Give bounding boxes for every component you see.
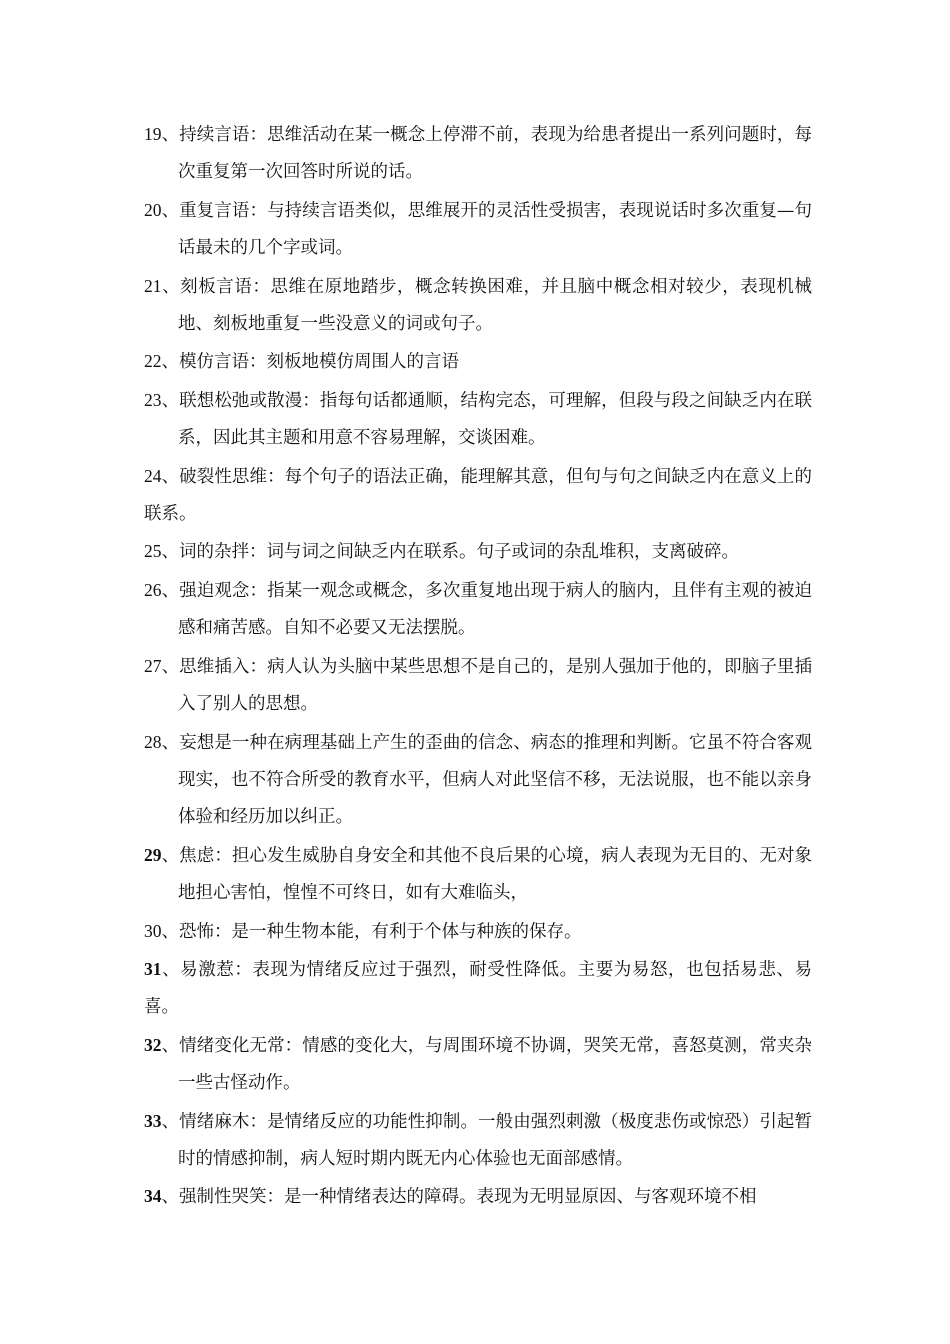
entry-29: [144, 837, 812, 913]
entry-23: [144, 382, 812, 458]
entry-separator: 、: [161, 921, 179, 942]
entry-21: [144, 268, 812, 344]
entry-text: 强迫观念：指某一观念或概念，多次重复地出现于病人的脑内，且伴有主观的被迫感和痛苦感。自知不必要又无法摆脱。: [178, 580, 813, 639]
entry-text: 刻板言语：思维在原地踏步，概念转换困难，并且脑中概念相对较少，表现机械地、刻板地重复一些没意义的词或句子。: [178, 276, 812, 335]
entry-text: 易激惹：表现为情绪反应过于强烈，耐受性降低。主要为易怒，也包括易悲、易喜。: [144, 959, 812, 1018]
entry-separator: 、: [161, 732, 180, 753]
entry-separator: 、: [161, 125, 180, 145]
entry-text: 重复言语：与持续言语类似，思维展开的灵活性受损害，表现说话时多次重复—句话最未的几个字或词。: [178, 200, 813, 259]
document-body: [144, 116, 812, 1217]
entry-number: 25: [144, 541, 162, 562]
entry-text: 破裂性思维：每个句子的语法正确，能理解其意，但句与句之间缺乏内在意义上的联系。: [144, 466, 813, 525]
entry-number: 26: [144, 579, 162, 600]
entry-separator: 、: [161, 1187, 179, 1208]
entry-text: 焦虑：担心发生威胁自身安全和其他不良后果的心境，病人表现为无目的、无对象地担心害怕，惶惶不可终日，如有大难临头，: [178, 845, 813, 904]
entry-28: [144, 724, 812, 837]
entry-number: 19: [144, 124, 162, 144]
entry-separator: 、: [161, 200, 180, 221]
entry-30: [144, 913, 812, 951]
entry-text: 强制性哭笑：是一种情绪表达的障碍。表现为无明显原因、与客观环境不相: [179, 1187, 757, 1208]
entry-number: 30: [144, 920, 162, 941]
entry-33: [144, 1103, 812, 1179]
entry-25: [144, 533, 812, 571]
entry-31: [144, 951, 812, 1027]
entry-19: [144, 116, 812, 192]
entry-text: 思维插入：病人认为头脑中某些思想不是自己的，是别人强加于他的，即脑子里插入了别人的思想。: [178, 656, 813, 715]
entry-separator: 、: [161, 656, 180, 677]
entry-number: 21: [144, 275, 162, 296]
entry-24: [144, 458, 812, 534]
entry-separator: 、: [161, 845, 180, 866]
entry-number: 27: [144, 655, 162, 676]
entry-number: 28: [144, 731, 162, 752]
entry-26: [144, 572, 812, 648]
entry-number: 29: [144, 844, 162, 865]
entry-text: 妄想是一种在病理基础上产生的歪曲的信念、病态的推理和判断。它虽不符合客观现实，也不符合所受的教育水平，但病人对此坚信不移，无法说服，也不能以亲身体验和经历加以纠正。: [178, 732, 813, 828]
entry-separator: 、: [161, 542, 179, 563]
entry-separator: 、: [161, 276, 181, 297]
entry-20: [144, 192, 812, 268]
entry-separator: 、: [161, 1111, 180, 1132]
entry-number: 23: [144, 389, 162, 410]
entry-text: 情绪变化无常：情感的变化大，与周围环境不协调，哭笑无常，喜怒莫测，常夹杂一些古怪动作。: [178, 1035, 813, 1094]
entry-32: [144, 1027, 812, 1103]
entry-27: [144, 648, 812, 724]
entry-34: [144, 1178, 812, 1216]
entry-number: 24: [144, 465, 162, 486]
entry-text: 模仿言语：刻板地模仿周围人的言语: [179, 352, 459, 373]
entry-text: 联想松弛或散漫：指每句话都通顺，结构完态，可理解，但段与段之间缺乏内在联系，因此其主题和用意不容易理解，交谈困难。: [178, 390, 813, 449]
entry-22: [144, 343, 812, 381]
entry-separator: 、: [161, 1035, 180, 1056]
entry-text: 词的杂拌：词与词之间缺乏内在联系。句子或词的杂乱堆积，支离破碎。: [179, 542, 739, 563]
entry-separator: 、: [161, 352, 179, 373]
entry-text: 持续言语：思维活动在某一概念上停滞不前，表现为给患者提出一系列问题时，每次重复第一次回答时所说的话。: [178, 125, 813, 183]
entry-number: 31: [144, 958, 162, 979]
entry-separator: 、: [161, 959, 181, 980]
entry-text: 情绪麻木：是情绪反应的功能性抑制。一般由强烈刺激（极度悲伤或惊恐）引起暂时的情感抑制，病人短时期内既无内心体验也无面部感情。: [178, 1111, 813, 1169]
entry-separator: 、: [161, 580, 180, 601]
entry-number: 32: [144, 1034, 162, 1055]
entry-number: 20: [144, 199, 162, 220]
entry-text: 恐怖：是一种生物本能，有利于个体与种族的保存。: [179, 921, 582, 942]
entry-number: 33: [144, 1110, 162, 1131]
entry-separator: 、: [161, 466, 180, 487]
entry-number: 34: [144, 1186, 162, 1207]
entry-number: 22: [144, 351, 162, 372]
entry-separator: 、: [161, 390, 180, 411]
